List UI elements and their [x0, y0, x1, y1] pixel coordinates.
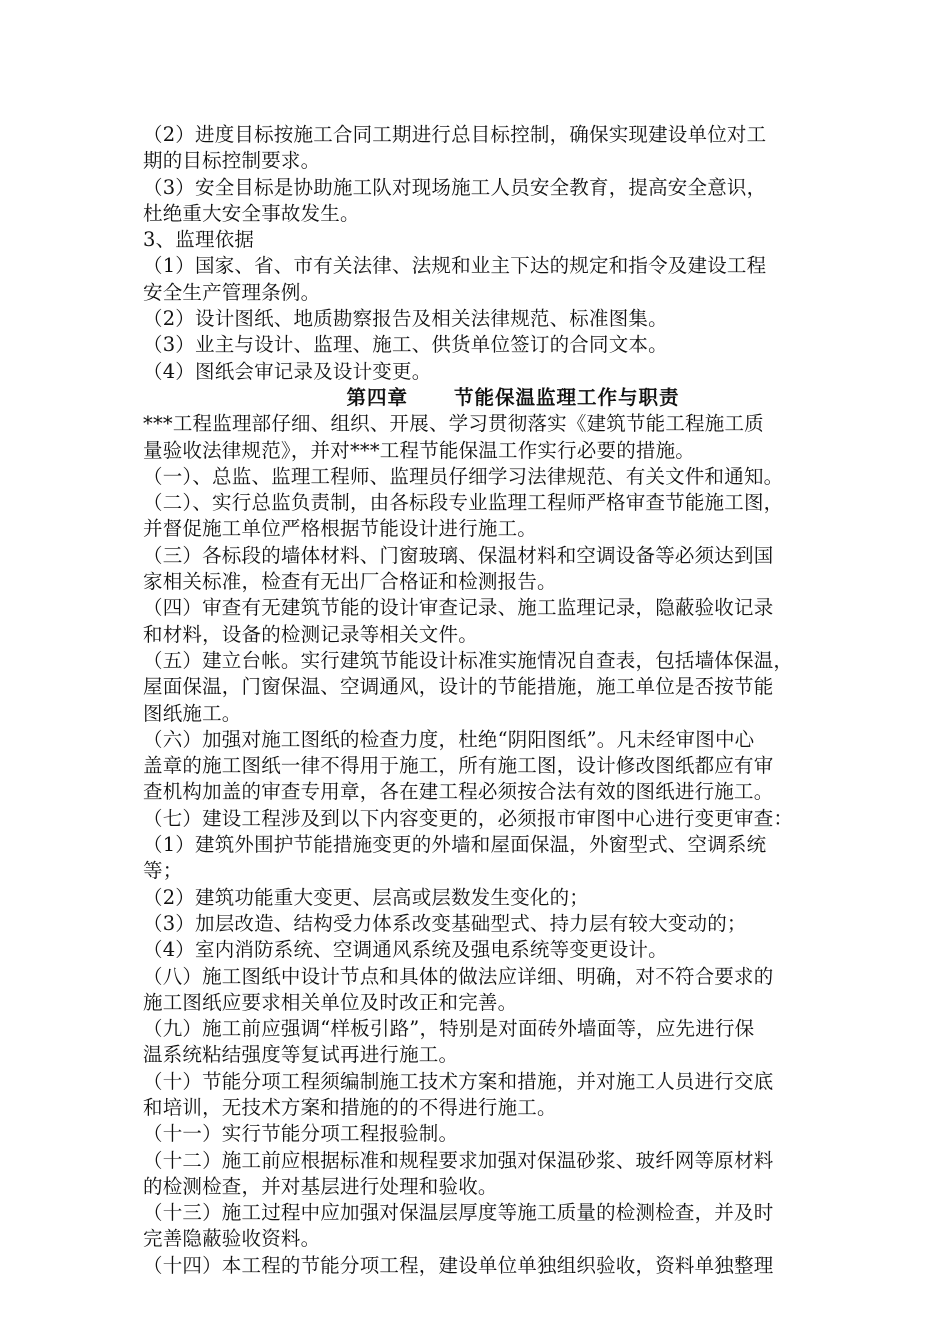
text-line: （十三）施工过程中应加强对保温层厚度等施工质量的检测检查，并及时: [143, 1201, 774, 1225]
text-line: （1）建筑外围护节能措施变更的外墙和屋面保温，外窗型式、空调系统: [143, 833, 767, 857]
text-line: （三）各标段的墙体材料、门窗玻璃、保温材料和空调设备等必须达到国: [143, 543, 774, 567]
text-line: 家相关标准，检查有无出厂合格证和检测报告。: [143, 570, 557, 594]
text-line: ***工程监理部仔细、组织、开展、学习贯彻落实《建筑节能工程施工质: [143, 412, 764, 436]
text-line: 量验收法律规范》，并对***工程节能保温工作实行必要的措施。: [143, 438, 696, 462]
text-line: 等；: [143, 859, 183, 883]
chapter-heading: [143, 385, 883, 411]
text-line: （4）图纸会审记录及设计变更。: [143, 359, 432, 383]
text-line: 并督促施工单位严格根据节能设计进行施工。: [143, 517, 538, 541]
text-line: 温系统粘结强度等复试再进行施工。: [143, 1043, 459, 1067]
section-heading: 3、监理依据: [143, 228, 255, 252]
text-line: （十四）本工程的节能分项工程，建设单位单独组织验收，资料单独整理: [143, 1253, 774, 1277]
text-line: 和材料，设备的检测记录等相关文件。: [143, 622, 478, 646]
chapter-title: 节能保温监理工作与职责: [454, 385, 680, 409]
text-line: 查机构加盖的审查专用章，各在建工程必须按合法有效的图纸进行施工。: [143, 780, 774, 804]
text-line: （四）审查有无建筑节能的设计审查记录、施工监理记录，隐蔽验收记录: [143, 596, 774, 620]
text-line: （4）室内消防系统、空调通风系统及强电系统等变更设计。: [143, 938, 668, 962]
text-line: （一）、总监、监理工程师、监理员仔细学习法律规范、有关文件和通知。: [143, 464, 784, 488]
text-line: （2）进度目标按施工合同工期进行总目标控制，确保实现建设单位对工: [143, 123, 767, 146]
text-line: （十一）实行节能分项工程报验制。: [143, 1122, 459, 1146]
text-line: （2）设计图纸、地质勘察报告及相关法律规范、标准图集。: [143, 307, 668, 331]
text-line: （五）建立台帐。实行建筑节能设计标准实施情况自查表，包括墙体保温，: [143, 648, 794, 672]
text-line: （六）加强对施工图纸的检查力度，杜绝“阴阳图纸”。凡未经审图中心: [143, 727, 755, 751]
text-line: 施工图纸应要求相关单位及时改正和完善。: [143, 990, 518, 1014]
text-line: 期的目标控制要求。: [143, 149, 321, 173]
text-line: 安全生产管理条例。: [143, 280, 321, 304]
text-line: 杜绝重大安全事故发生。: [143, 201, 360, 225]
text-line: 图纸施工。: [143, 701, 242, 725]
text-line: 屋面保温，门窗保温、空调通风，设计的节能措施，施工单位是否按节能: [143, 675, 774, 699]
text-line: （3）业主与设计、监理、施工、供货单位签订的合同文本。: [143, 333, 668, 357]
text-line: 完善隐蔽验收资料。: [143, 1227, 321, 1251]
text-line: （3）加层改造、结构受力体系改变基础型式、持力层有较大变动的；: [143, 911, 747, 935]
chapter-number: 第四章: [346, 385, 408, 409]
text-line: （二）、实行总监负责制，由各标段专业监理工程师严格审查节能施工图，: [143, 491, 784, 515]
text-line: 盖章的施工图纸一律不得用于施工，所有施工图，设计修改图纸都应有审: [143, 754, 774, 778]
text-line: （十二）施工前应根据标准和规程要求加强对保温砂浆、玻纤网等原材料: [143, 1148, 774, 1172]
text-line: 和培训，无技术方案和措施的的不得进行施工。: [143, 1095, 557, 1119]
text-line: （十）节能分项工程须编制施工技术方案和措施，并对施工人员进行交底: [143, 1069, 774, 1093]
text-line: （九）施工前应强调“样板引路”，特别是对面砖外墙面等，应先进行保: [143, 1017, 755, 1041]
text-line: （3）安全目标是协助施工队对现场施工人员安全教育，提高安全意识，: [143, 175, 767, 199]
text-line: （八）施工图纸中设计节点和具体的做法应详细、明确，对不符合要求的: [143, 964, 774, 988]
text-line: （2）建筑功能重大变更、层高或层数发生变化的；: [143, 885, 590, 909]
text-line: 的检测检查，并对基层进行处理和验收。: [143, 1174, 498, 1198]
text-line: （七）建设工程涉及到以下内容变更的，必须报市审图中心进行变更审查：: [143, 806, 794, 830]
text-line: （1）国家、省、市有关法律、法规和业主下达的规定和指令及建设工程: [143, 254, 767, 278]
document-page: [143, 122, 883, 1279]
